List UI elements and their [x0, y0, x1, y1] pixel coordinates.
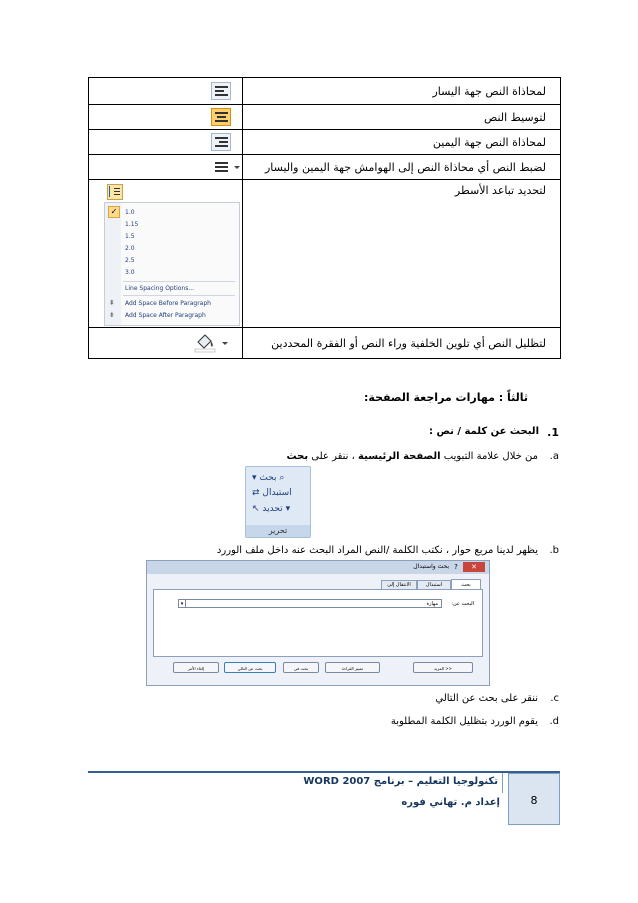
help-icon[interactable]: ?: [454, 563, 458, 571]
page-number: 8: [530, 794, 538, 807]
cursor-icon: ↖: [252, 504, 260, 514]
dialog-title: بحث واستبدال: [413, 563, 449, 570]
row-description: لضبط النص أي محاذاة النص إلى الهوامش جهة اليمين واليسار: [264, 161, 546, 174]
find-next-button[interactable]: بحث عن التالي: [224, 662, 276, 673]
add-space-before-item[interactable]: Add Space Before Paragraph: [125, 300, 211, 307]
add-space-before-icon: ⇞: [109, 299, 115, 307]
step-letter: a.: [549, 451, 559, 462]
step-text: من خلال علامة التبويب الصفحة الرئيسية ، ننقر على بحث: [286, 451, 538, 462]
formatting-table: [88, 77, 561, 359]
align-right-icon: [211, 133, 231, 151]
spacing-option[interactable]: 1.0: [125, 209, 135, 216]
shading-icon: [194, 333, 216, 353]
subheading-number: 1.: [547, 426, 559, 439]
justify-icon: [211, 158, 231, 176]
spacing-option[interactable]: 1.15: [125, 221, 139, 228]
line-spacing-menu: [104, 202, 240, 326]
tab-find[interactable]: بحث: [451, 579, 481, 590]
spacing-option[interactable]: 2.5: [125, 257, 135, 264]
add-space-after-icon: ⇟: [109, 311, 115, 319]
step-letter: c.: [550, 693, 559, 704]
footer-author: إعداد م. تهاني فوره: [401, 797, 500, 808]
spacing-option[interactable]: 1.5: [125, 233, 135, 240]
chevron-down-icon: [222, 342, 228, 345]
table-row: [89, 105, 561, 130]
spacing-option[interactable]: 3.0: [125, 269, 135, 276]
step-text: يظهر لدينا مربع حوار ، نكتب الكلمة /النص المراد البحث عنه داخل ملف الوررد: [216, 545, 538, 556]
row-description: لمحاذاة النص جهة اليمين: [432, 136, 546, 149]
check-icon: ✓: [108, 206, 120, 218]
step-letter: b.: [549, 545, 559, 556]
replace-icon: ⇄: [252, 488, 260, 498]
find-label: البحث عن:: [451, 601, 474, 607]
cancel-button[interactable]: إلغاء الأمر: [173, 662, 219, 673]
find-in-button[interactable]: بحث في: [283, 662, 319, 673]
dialog-titlebar: [147, 561, 489, 574]
table-row: [89, 130, 561, 155]
table-row: [89, 328, 561, 359]
find-input[interactable]: مهارة: [178, 599, 442, 608]
section-heading: ثالثاً : مهارات مراجعة الصفحة:: [364, 391, 528, 404]
reading-highlight-button[interactable]: تمييز القراءة: [325, 662, 380, 673]
table-row: [89, 180, 561, 328]
editing-ribbon-group: [245, 466, 311, 538]
group-label: تحرير: [246, 525, 310, 537]
close-icon[interactable]: ✕: [463, 562, 485, 572]
row-description: لتوسيط النص: [483, 111, 546, 124]
step-letter: d.: [549, 716, 559, 727]
tab-goto[interactable]: الانتقال إلى: [381, 580, 417, 591]
binoculars-icon: ⌕: [279, 473, 285, 483]
spacing-option[interactable]: 2.0: [125, 245, 135, 252]
row-description: لتظليل النص أي تلوين الخلفية وراء النص أو الفقرة المحددين: [271, 337, 546, 350]
dropdown-arrow-icon[interactable]: ▾: [178, 599, 186, 608]
add-space-after-item[interactable]: Add Space After Paragraph: [125, 312, 206, 319]
find-replace-dialog: [146, 560, 490, 686]
page-number-box: [508, 773, 560, 825]
dialog-panel: [153, 589, 483, 657]
line-spacing-options-item[interactable]: Line Spacing Options...: [125, 285, 195, 292]
line-spacing-icon: [107, 184, 123, 200]
table-row: [89, 78, 561, 105]
more-button[interactable]: المزيد >>: [413, 662, 473, 673]
align-left-icon: [211, 82, 231, 100]
replace-button[interactable]: ⇄ استبدال: [252, 488, 292, 498]
align-center-icon: [211, 108, 231, 126]
chevron-down-icon: [234, 166, 240, 169]
tab-replace[interactable]: استبدال: [417, 580, 451, 591]
select-button[interactable]: ↖ تحديد ▾: [252, 504, 291, 514]
step-text: ننقر على بحث عن التالي: [435, 693, 538, 704]
table-row: [89, 155, 561, 180]
footer-title: تكنولوجيا التعليم – برنامج 2007 WORD: [303, 776, 498, 787]
row-description: لتحديد تباعد الأسطر: [454, 184, 546, 197]
row-description: لمحاذاة النص جهة اليسار: [432, 85, 546, 98]
step-text: يقوم الوررد بتظليل الكلمة المطلوبة: [390, 716, 538, 727]
find-button[interactable]: ⌕ بحث ▾: [252, 473, 285, 483]
footer-title-box: [200, 773, 503, 793]
subheading: البحث عن كلمة / نص :: [428, 426, 539, 437]
